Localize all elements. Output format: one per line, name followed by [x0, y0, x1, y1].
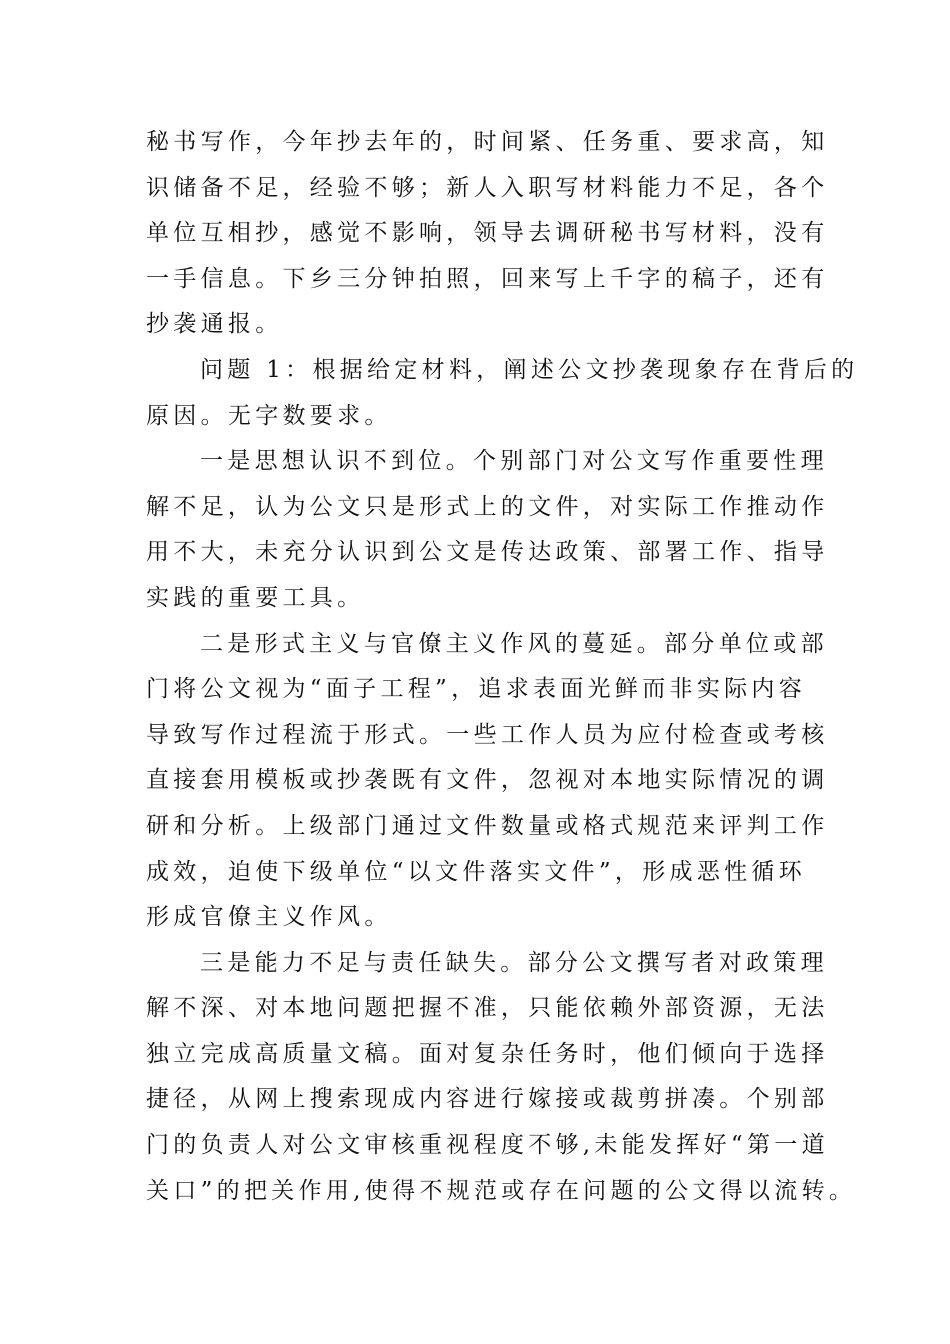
text-line: 二是形式主义与官僚主义作风的蔓延。部分单位或部	[200, 630, 828, 657]
text-line: 成效，迫使下级单位“以文件落实文件”，形成恶性循环	[146, 858, 807, 885]
text-line: 直接套用模板或抄袭既有文件，忽视对本地实际情况的调	[146, 767, 829, 794]
paragraph-question-1	[146, 348, 859, 439]
text-line: 单位互相抄，感觉不影响，领导去调研秘书写材料，没有	[146, 220, 829, 247]
text-line: 关口”的把关作用,使得不规范或存在问题的公文得以流转。	[146, 1177, 857, 1204]
paragraph-material-tail	[146, 120, 829, 348]
text-line: 解不足，认为公文只是形式上的文件，对实际工作推动作	[146, 493, 829, 520]
text-line: 导致写作过程流于形式。一些工作人员为应付检查或考核	[146, 721, 829, 748]
text-line: 解不深、对本地问题把握不准，只能依赖外部资源，无法	[146, 995, 829, 1022]
paragraph-reason-1	[146, 439, 829, 621]
text-line: 问题 1：根据给定材料，阐述公文抄袭现象存在背后的	[200, 356, 859, 383]
text-line: 秘书写作，今年抄去年的，时间紧、任务重、要求高，知	[146, 129, 829, 155]
text-line: 捷径，从网上搜索现成内容进行嫁接或裁剪拼凑。个别部	[146, 1086, 829, 1113]
text-line: 一手信息。下乡三分钟拍照，回来写上千字的稿子，还有	[146, 265, 829, 292]
text-line: 研和分析。上级部门通过文件数量或格式规范来评判工作	[146, 812, 829, 839]
text-line: 识储备不足，经验不够；新人入职写材料能力不足，各个	[146, 174, 829, 201]
text-line: 抄袭通报。	[146, 311, 283, 338]
paragraph-reason-3	[146, 941, 857, 1215]
text-line: 实践的重要工具。	[146, 584, 365, 611]
text-line: 独立完成高质量文稿。面对复杂任务时，他们倾向于选择	[146, 1040, 829, 1067]
text-line: 门将公文视为“面子工程”，追求表面光鲜而非实际内容	[146, 676, 807, 703]
text-line: 三是能力不足与责任缺失。部分公文撰写者对政策理	[200, 949, 828, 976]
paragraph-reason-2	[146, 622, 829, 941]
text-line: 用不大，未充分认识到公文是传达政策、部署工作、指导	[146, 539, 829, 566]
text-line: 一是思想认识不到位。个别部门对公文写作重要性理	[200, 448, 828, 475]
text-line: 原因。无字数要求。	[146, 402, 392, 429]
text-line: 门的负责人对公文审核重视程度不够,未能发挥好“第一道	[146, 1132, 829, 1159]
document-body	[146, 120, 859, 1214]
text-line: 形成官僚主义作风。	[146, 904, 392, 931]
